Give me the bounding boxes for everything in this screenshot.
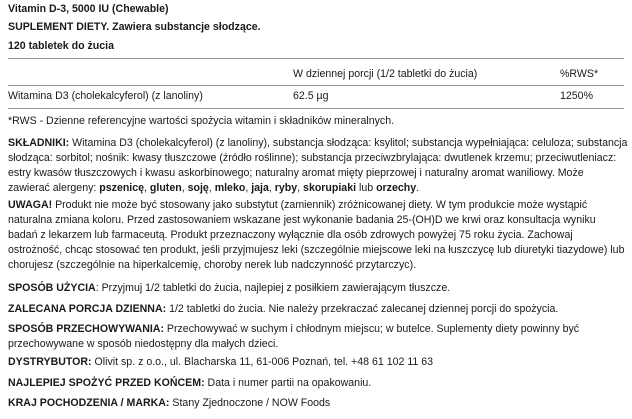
nutrient-amount: 62.5 µg xyxy=(293,90,329,102)
allergen: skorupiaki xyxy=(303,182,357,194)
allergen: jaja xyxy=(251,182,269,194)
ingredients-text: Witamina D3 (cholekalcyferol) (z lanoliny), substancja słodząca: ksylitol; substancja wypełniająca: celuloza; substancja słodząca: sorbitol; nośnik: kwasy tłuszczowe (źródło roślinne); substancja przeciwzbrylająca: dwutlenek krzemu; przeciwutleniacz: estry kwasów tłuszczowych i kwasu askorbinowego; naturalny aromat mięty pieprzowej i naturalny aromat waniliowy. Może zawierać alergeny: xyxy=(8,137,628,194)
quantity-line: 120 tabletek do żucia xyxy=(8,40,114,52)
allergen: orzechy xyxy=(376,182,417,194)
table-top-divider xyxy=(8,58,624,59)
allergen: mleko xyxy=(214,182,246,194)
usage-text: : Przyjmuj 1/2 tabletki do żucia, najlepiej z posiłkiem zawierającym tłuszcze. xyxy=(95,282,451,294)
separator: , xyxy=(297,182,304,194)
separator: , xyxy=(181,182,188,194)
storage-text: Przechowywać w suchym i chłodnym miejscu; w butelce. Suplementy diety powinny być przechowywane w sposób niedostępny dla małych dzieci. xyxy=(8,323,580,350)
separator: . xyxy=(416,182,420,194)
product-name: Vitamin D-3, 5000 IU (Chewable) xyxy=(8,3,169,15)
table-bottom-divider xyxy=(8,108,624,109)
rws-note: *RWS - Dzienne referencyjne wartości spożycia witamin i składników mineralnych. xyxy=(8,115,395,127)
allergen: gluten xyxy=(149,182,182,194)
origin-label: KRAJ POCHODZENIA / MARKA: xyxy=(8,397,170,409)
best-before-section xyxy=(8,376,628,391)
usage-label: SPOSÓB UŻYCIA xyxy=(8,282,96,294)
origin-section xyxy=(8,396,628,411)
allergen: pszenicę xyxy=(99,182,145,194)
warning-label: UWAGA! xyxy=(8,199,53,211)
allergen: soję xyxy=(187,182,209,194)
origin-text: Stany Zjednoczone / NOW Foods xyxy=(169,397,331,409)
separator: , xyxy=(268,182,275,194)
distributor-label: DYSTRYBUTOR: xyxy=(8,356,92,368)
dose-section xyxy=(8,302,628,317)
separator: , xyxy=(245,182,252,194)
best-before-text: Data i numer partii na opakowaniu. xyxy=(204,377,372,389)
best-before-label: NAJLEPIEJ SPOŻYĆ PRZED KOŃCEM: xyxy=(8,377,205,389)
separator: , xyxy=(144,182,150,194)
nutrient-rws: 1250% xyxy=(560,90,593,102)
distributor-section xyxy=(8,355,628,370)
distributor-text: Olivit sp. z o.o., ul. Blacharska 11, 61-006 Poznań, tel. +48 61 102 11 63 xyxy=(91,356,434,368)
dose-label: ZALECANA PORCJA DZIENNA: xyxy=(8,303,167,315)
ingredients-label: SKŁADNIKI: xyxy=(8,137,70,149)
ingredients-section xyxy=(8,136,628,196)
allergen: ryby xyxy=(274,182,298,194)
table-header-rws: %RWS* xyxy=(560,68,599,80)
supplement-line: SUPLEMENT DIETY. Zawiera substancje słodzące. xyxy=(8,21,261,33)
storage-section xyxy=(8,322,628,352)
table-header-divider xyxy=(8,85,624,86)
separator: , xyxy=(208,182,215,194)
nutrient-name: Witamina D3 (cholekalcyferol) (z lanoliny) xyxy=(8,90,203,102)
storage-label: SPOSÓB PRZECHOWYWANIA: xyxy=(8,323,164,335)
warning-section xyxy=(8,198,628,273)
dose-text: 1/2 tabletki do żucia. Nie należy przekraczać zalecanej dziennej porcji do spożycia. xyxy=(166,303,559,315)
table-header-portion: W dziennej porcji (1/2 tabletki do żucia) xyxy=(293,68,478,80)
warning-text: Produkt nie może być stosowany jako substytut (zamiennik) zróżnicowanej diety. W tym produkcie może wystąpić naturalna zmiana koloru. Przed zastosowaniem wskazane jest wykonanie badania 25-(OH)D we krwi oraz konsultacja wyniku badań z lekarzem lub farmaceutą. Produkt przeznaczony wyłącznie dla osób zdrowych powyżej 75 roku życia. Zachowaj ostrożność, chcąc stosować ten produkt, jeśli przyjmujesz leki (szczególnie miejscowe leki na łuszczycę lub diuretyki tiazydowe) lub chorujesz (szczególnie na hiperkalcemię, choroby nerek lub nadczynność przytarczyc). xyxy=(8,199,625,271)
usage-section xyxy=(8,281,628,296)
separator: lub xyxy=(356,182,377,194)
